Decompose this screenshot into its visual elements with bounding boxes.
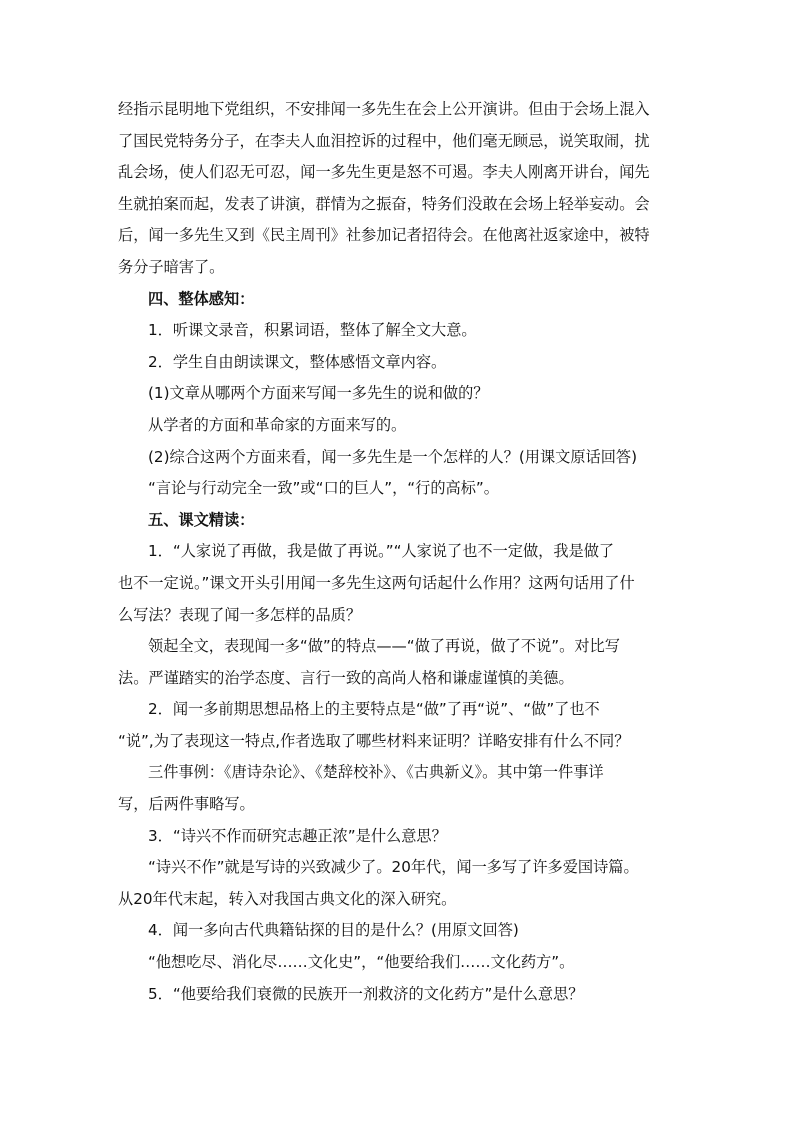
text-line: 领起全文，表现闻一多“做”的特点——“做了再说，做了不说”。对比写 — [148, 637, 620, 656]
text-line: “说”,为了表现这一特点,作者选取了哪些材料来证明？详略安排有什么不同？ — [118, 731, 630, 750]
text-line: 生就拍案而起，发表了讲演，群情为之振奋，特务们没敢在会场上轻举妄动。会 — [118, 194, 650, 213]
text-line: 1．听课文录音，积累词语，整体了解全文大意。 — [148, 321, 477, 340]
text-line: 1．“人家说了再做，我是做了再说。”“人家说了也不一定做，我是做了 — [148, 542, 615, 561]
text-line: 从20年代末起，转入对我国古典文化的深入研究。 — [118, 889, 457, 908]
text-line: 经指示昆明地下党组织，不安排闻一多先生在会上公开演讲。但由于会场上混入 — [118, 100, 650, 118]
text-line: 4．闻一多向古代典籍钻探的目的是什么？(用原文回答) — [148, 921, 519, 940]
text-line: 乱会场，使人们忍无可忍，闻一多先生更是怒不可遏。李夫人刚离开讲台，闻先 — [118, 163, 650, 182]
section-heading: 四、整体感知： — [148, 289, 255, 308]
text-line: 了国民党特务分子，在李夫人血泪控诉的过程中，他们毫无顾忌，说笑取闹，扰 — [118, 131, 650, 150]
text-line: 法。严谨踏实的治学态度、言行一致的高尚人格和谦虚谨慎的美德。 — [118, 668, 574, 687]
text-line: 5．“他要给我们衰微的民族开一剂救济的文化药方”是什么意思？ — [148, 984, 584, 1003]
text-line: 务分子暗害了。 — [118, 257, 225, 276]
document-body — [118, 94, 678, 1010]
text-line: 么写法？表现了闻一多怎样的品质？ — [118, 605, 361, 624]
text-line: 后，闻一多先生又到《民主周刊》社参加记者招待会。在他离社返家途中，被特 — [118, 226, 650, 245]
text-line: “诗兴不作”就是写诗的兴致减少了。20年代，闻一多写了许多爱国诗篇。 — [148, 858, 639, 877]
text-line: 写，后两件事略写。 — [118, 795, 255, 814]
section-heading: 五、课文精读： — [148, 510, 255, 529]
text-line: 2．学生自由朗读课文，整体感悟文章内容。 — [148, 352, 447, 371]
text-line: (2)综合这两个方面来看，闻一多先生是一个怎样的人？(用课文原话回答) — [148, 447, 637, 466]
text-line: 从学者的方面和革命家的方面来写的。 — [148, 415, 407, 434]
text-line: 也不一定说。”课文开头引用闻一多先生这两句话起什么作用？这两句话用了什 — [118, 573, 635, 592]
text-line: 3．“诗兴不作而研究志趣正浓”是什么意思？ — [148, 826, 447, 845]
text-line: “他想吃尽、消化尽……文化史”，“他要给我们……文化药方”。 — [148, 953, 575, 972]
text-line: 2．闻一多前期思想品格上的主要特点是“做”了再“说”、“做”了也不 — [148, 700, 600, 719]
text-line: (1)文章从哪两个方面来写闻一多先生的说和做的？ — [148, 384, 489, 403]
text-line: “言论与行动完全一致”或“口的巨人”，“行的高标”。 — [148, 479, 499, 498]
text-line: 三件事例：《唐诗杂论》、《楚辞校补》、《古典新义》。其中第一件事详 — [148, 763, 604, 782]
